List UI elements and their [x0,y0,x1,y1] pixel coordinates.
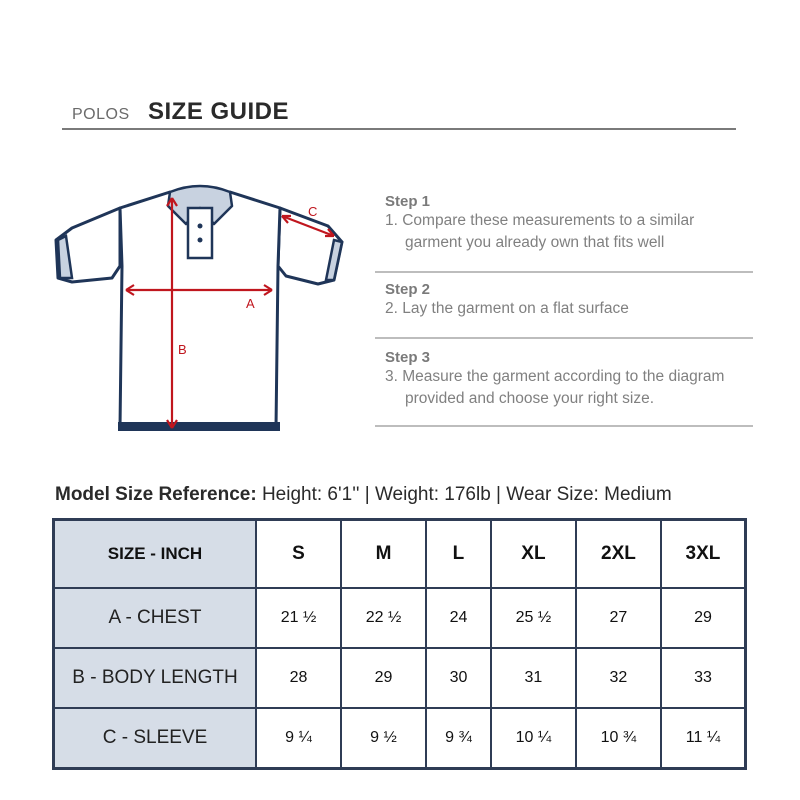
step-2 [375,273,753,339]
table-cell: 29 [661,588,746,648]
step-body: 3. Measure the garment according to the diagram provided and choose your right size. [385,368,725,407]
table-cell: 22 ½ [341,588,426,648]
model-size-reference [55,484,672,506]
model-details: Height: 6'1'' | Weight: 176lb | Wear Size: Medium [256,484,672,505]
polo-shirt-diagram [50,178,350,436]
row-label: C - SLEEVE [54,708,257,769]
step-body: 1. Compare these measurements to a similar garment you already own that fits well [385,212,695,251]
table-row [54,708,746,769]
table-cell: 24 [426,588,491,648]
row-label: B - BODY LENGTH [54,648,257,708]
step-1 [375,185,753,273]
table-cell: 9 ½ [341,708,426,769]
step-body: 2. Lay the garment on a flat surface [385,300,629,317]
table-cell: 25 ½ [491,588,576,648]
step-title: Step 1 [385,193,431,210]
table-cell: 30 [426,648,491,708]
table-cell: 27 [576,588,661,648]
placket [188,208,212,258]
table-cell: 10 ¾ [576,708,661,769]
page-header [62,96,736,130]
steps-panel [375,185,753,427]
table-cell: 32 [576,648,661,708]
size-header: S [256,520,341,589]
size-header: 3XL [661,520,746,589]
table-header-row [54,520,746,589]
size-header: XL [491,520,576,589]
table-cell: 21 ½ [256,588,341,648]
measure-b-label: B [178,342,187,357]
page-title: SIZE GUIDE [148,98,290,125]
hem-band [118,422,280,431]
step-title: Step 3 [385,349,431,366]
table-cell: 11 ¼ [661,708,746,769]
table-row [54,648,746,708]
step-3 [375,339,753,427]
table-cell: 10 ¼ [491,708,576,769]
table-cell: 29 [341,648,426,708]
row-label: A - CHEST [54,588,257,648]
size-table [52,518,747,770]
table-cell: 9 ¼ [256,708,341,769]
measure-a-label: A [246,296,255,311]
category-label: POLOS [72,106,130,123]
measure-c-label: C [308,204,318,219]
table-cell: 33 [661,648,746,708]
table-corner-header: SIZE - INCH [54,520,257,589]
table-cell: 31 [491,648,576,708]
size-header: 2XL [576,520,661,589]
table-row [54,588,746,648]
size-header: M [341,520,426,589]
table-cell: 9 ¾ [426,708,491,769]
table-cell: 28 [256,648,341,708]
step-title: Step 2 [385,281,431,298]
size-header: L [426,520,491,589]
model-label: Model Size Reference: [55,484,257,505]
